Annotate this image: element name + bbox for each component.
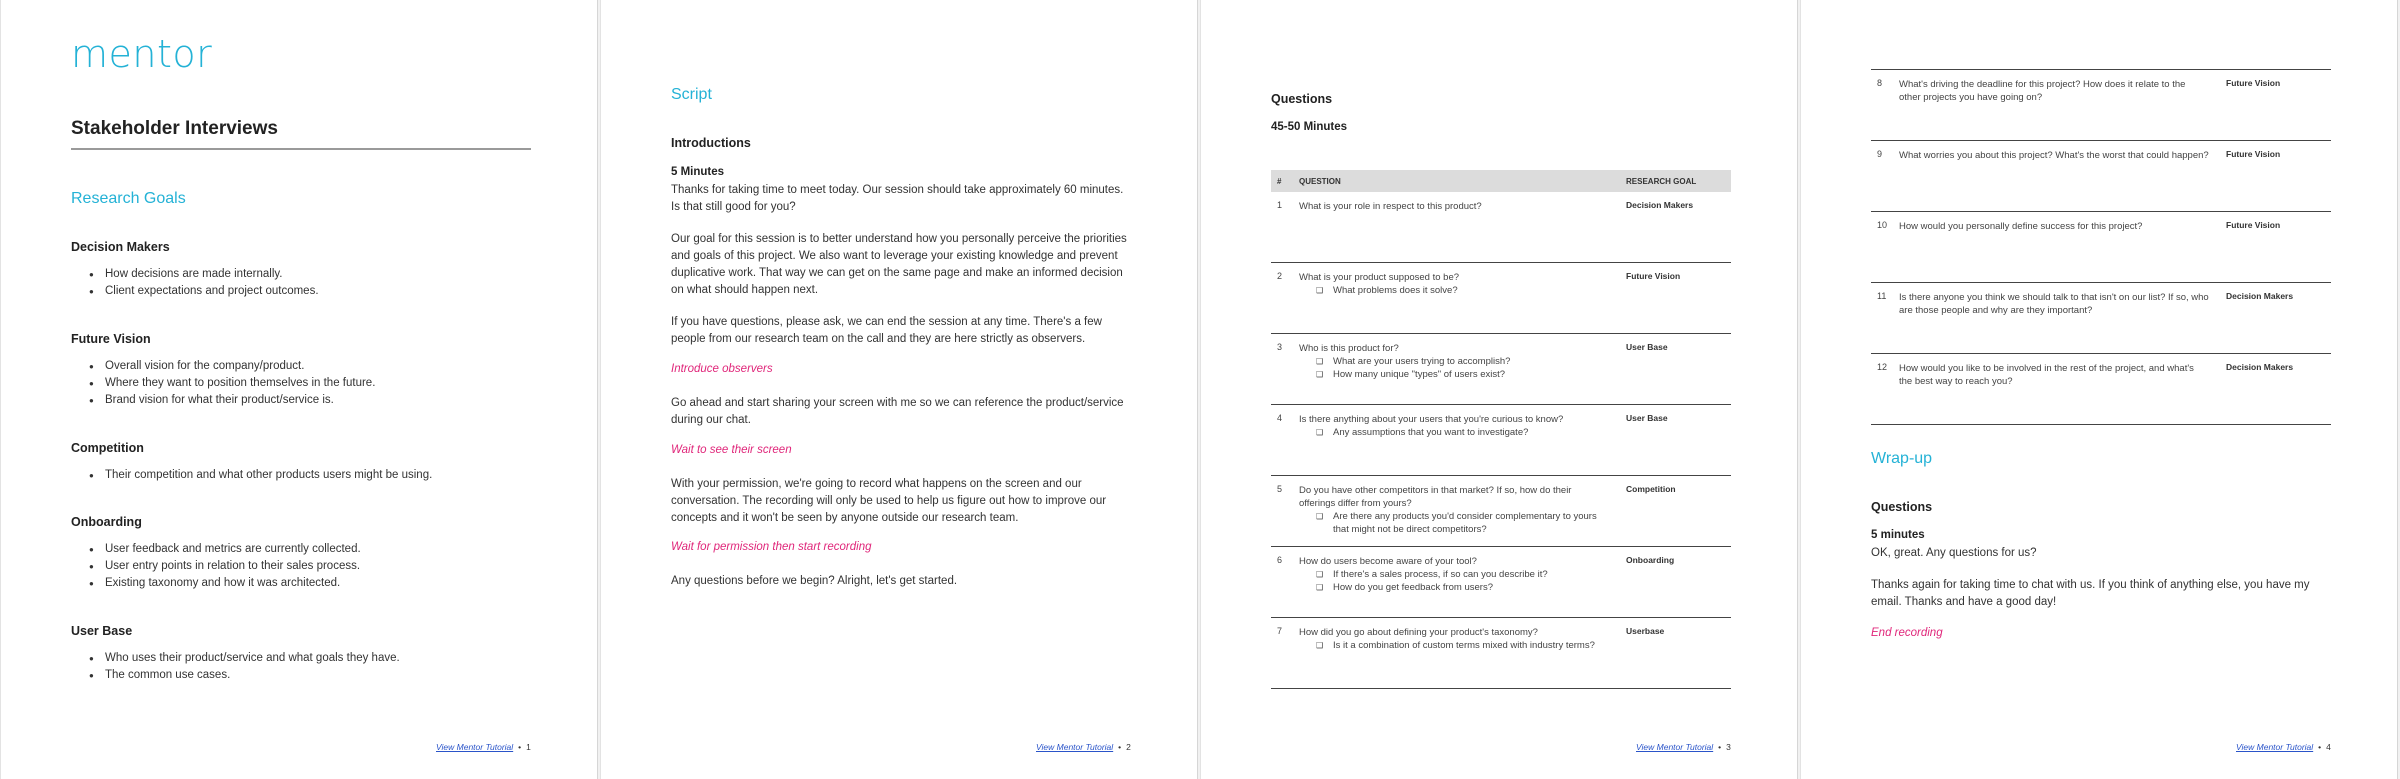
table-row	[1271, 618, 1731, 689]
sub-question: ❑ Is it a combination of custom terms mixed with industry terms?	[1333, 639, 1613, 652]
title-divider	[71, 148, 531, 150]
table-row	[1871, 141, 2331, 212]
questions-table-continued	[1871, 69, 2331, 429]
list-item: ● Who uses their product/service and what goals they have.	[71, 650, 400, 667]
question-text: How did you go about defining your product's taxonomy?	[1299, 627, 1538, 638]
sub-question: ❑ How many unique "types" of users exist?	[1333, 368, 1613, 381]
group-heading: Future Vision	[71, 332, 151, 346]
research-goal: Decision Makers	[2226, 291, 2294, 301]
questions-heading: Questions	[1271, 92, 1333, 106]
column-header: RESEARCH GOAL	[1626, 177, 1697, 186]
paragraph: Thanks for taking time to meet today. Our session should take approximately 60 minutes. Is that still good for you?	[671, 184, 1124, 213]
list-item: ● User entry points in relation to their sales process.	[71, 558, 361, 575]
table-row	[1871, 70, 2331, 141]
table-row	[1271, 476, 1731, 547]
list-item: ● Overall vision for the company/product.	[71, 358, 375, 375]
question-text: How would you like to be involved in the rest of the project, and what's the best way to reach you?	[1899, 363, 2194, 387]
group-list	[71, 541, 361, 592]
page-1	[0, 0, 598, 779]
row-number: 3	[1277, 342, 1283, 352]
table-row	[1871, 283, 2331, 354]
section-title-wrap-up: Wrap-up	[1871, 450, 1933, 467]
duration-label: 5 minutes	[1871, 529, 1925, 541]
research-goal: User Base	[1626, 342, 1668, 352]
row-number: 8	[1877, 78, 1883, 88]
list-item: ● Existing taxonomy and how it was architected.	[71, 575, 361, 592]
paragraph: OK, great. Any questions for us?	[1871, 547, 2037, 559]
paragraph: With your permission, we're going to record what happens on the screen and our conversation. The recording will only be used to help us figure out how to improve our concepts and it won't be seen by anyone outside our research team.	[671, 478, 1107, 524]
research-goal: Future Vision	[2226, 78, 2281, 88]
research-goal: User Base	[1626, 413, 1668, 423]
sub-question: ❑ Any assumptions that you want to investigate?	[1333, 426, 1613, 439]
list-item: ● The common use cases.	[71, 667, 400, 684]
list-item: ● User feedback and metrics are currently collected.	[71, 541, 361, 558]
row-number: 6	[1277, 555, 1283, 565]
question-text: Is there anything about your users that you're curious to know?	[1299, 414, 1564, 425]
group-heading: Onboarding	[71, 515, 142, 529]
section-title-research-goals: Research Goals	[71, 190, 186, 207]
document-title: Stakeholder Interviews	[71, 118, 278, 139]
table-row	[1271, 192, 1731, 263]
question-text: What is your product supposed to be?	[1299, 272, 1460, 283]
page-footer	[1036, 742, 1131, 752]
paragraph: If you have questions, please ask, we can end the session at any time. There's a few people from our research team on the call and they are here strictly as observers.	[671, 316, 1102, 345]
questions-heading: Questions	[1871, 500, 1933, 514]
page-number: 1	[526, 742, 531, 752]
row-number: 12	[1877, 362, 1888, 372]
section-title-script: Script	[671, 86, 712, 103]
footer-separator: •	[518, 742, 522, 752]
tutorial-link[interactable]: View Mentor Tutorial	[1636, 742, 1714, 752]
mentor-logo: mentor	[71, 32, 213, 76]
question-text: How do users become aware of your tool?	[1299, 556, 1477, 567]
sub-question: ❑ How do you get feedback from users?	[1333, 581, 1613, 594]
duration-label: 45-50 Minutes	[1271, 121, 1348, 133]
page-footer	[2236, 742, 2331, 752]
tutorial-link[interactable]: View Mentor Tutorial	[436, 742, 514, 752]
paragraph: Any questions before we begin? Alright, let's get started.	[671, 575, 958, 587]
research-goal: Userbase	[1626, 626, 1665, 636]
page-4	[1800, 0, 2398, 779]
question-text: Is there anyone you think we should talk to that isn't on our list? If so, who are those people and why are they important?	[1899, 292, 2209, 316]
group-heading: User Base	[71, 624, 133, 638]
moderator-note: Introduce observers	[671, 363, 773, 375]
page-2	[600, 0, 1198, 779]
list-item: ● Brand vision for what their product/service is.	[71, 392, 375, 409]
duration-label: 5 Minutes	[671, 166, 725, 178]
question-text: What is your role in respect to this product?	[1299, 201, 1482, 212]
group-list	[71, 650, 400, 684]
questions-table	[1271, 170, 1731, 696]
introductions-heading: Introductions	[671, 136, 751, 150]
question-text: How would you personally define success for this project?	[1899, 221, 2143, 232]
list-item: ● How decisions are made internally.	[71, 266, 319, 283]
tutorial-link[interactable]: View Mentor Tutorial	[2236, 742, 2314, 752]
row-number: 5	[1277, 484, 1283, 494]
page-number: 2	[1126, 742, 1131, 752]
research-goal: Future Vision	[1626, 271, 1681, 281]
column-header: #	[1277, 177, 1282, 186]
group-heading: Decision Makers	[71, 240, 170, 254]
row-number: 10	[1877, 220, 1888, 230]
paragraph: Our goal for this session is to better understand how you personally perceive the priorities and goals of this project. We also want to leverage your existing knowledge and prevent duplicative work. That way we can get on the same page and make an informed decision on what should happen next.	[671, 233, 1127, 296]
moderator-note: End recording	[1871, 627, 1943, 639]
column-header: QUESTION	[1299, 177, 1341, 186]
row-number: 9	[1877, 149, 1883, 159]
group-list	[71, 266, 319, 300]
group-list	[71, 467, 432, 484]
research-goal: Future Vision	[2226, 149, 2281, 159]
footer-separator: •	[1118, 742, 1122, 752]
group-heading: Competition	[71, 441, 144, 455]
table-row	[1271, 263, 1731, 334]
list-item: ● Their competition and what other products users might be using.	[71, 467, 432, 484]
question-text: What's driving the deadline for this project? How does it relate to the other projects you have going on?	[1899, 79, 2186, 103]
row-number: 2	[1277, 271, 1283, 281]
sub-question: ❑ What are your users trying to accomplish?	[1333, 355, 1613, 368]
group-list	[71, 358, 375, 409]
footer-separator: •	[2318, 742, 2322, 752]
question-text: Do you have other competitors in that market? If so, how do their offerings differ from yours?	[1299, 485, 1572, 509]
table-row	[1271, 405, 1731, 476]
table-row	[1871, 212, 2331, 283]
research-goal: Decision Makers	[1626, 200, 1694, 210]
page-3	[1200, 0, 1798, 779]
row-number: 4	[1277, 413, 1283, 423]
research-goal: Competition	[1626, 484, 1676, 494]
footer-separator: •	[1718, 742, 1722, 752]
question-text: Who is this product for?	[1299, 343, 1399, 354]
table-row	[1271, 547, 1731, 618]
row-number: 7	[1277, 626, 1283, 636]
list-item: ● Where they want to position themselves in the future.	[71, 375, 375, 392]
table-row	[1271, 334, 1731, 405]
paragraph: Thanks again for taking time to chat with us. If you think of anything else, you have my email. Thanks and have a good day!	[1871, 579, 2310, 608]
row-number: 11	[1877, 291, 1887, 301]
page-number: 3	[1726, 742, 1731, 752]
moderator-note: Wait to see their screen	[671, 444, 792, 456]
paragraph: Go ahead and start sharing your screen with me so we can reference the product/service during our chat.	[671, 397, 1124, 426]
moderator-note: Wait for permission then start recording	[671, 541, 872, 553]
table-header	[1271, 170, 1731, 192]
row-number: 1	[1277, 200, 1283, 210]
page-footer	[1636, 742, 1731, 752]
page-number: 4	[2326, 742, 2331, 752]
table-row	[1871, 354, 2331, 425]
question-text: What worries you about this project? What's the worst that could happen?	[1899, 150, 2209, 161]
sub-question: ❑ Are there any products you'd consider complementary to yours that might not be direct competitors?	[1333, 510, 1613, 536]
sub-question: ❑ If there's a sales process, if so can you describe it?	[1333, 568, 1613, 581]
page-footer	[436, 742, 531, 752]
research-goal: Onboarding	[1626, 555, 1675, 565]
research-goal: Decision Makers	[2226, 362, 2294, 372]
sub-question: ❑ What problems does it solve?	[1333, 284, 1613, 297]
list-item: ● Client expectations and project outcomes.	[71, 283, 319, 300]
research-goal: Future Vision	[2226, 220, 2281, 230]
tutorial-link[interactable]: View Mentor Tutorial	[1036, 742, 1114, 752]
